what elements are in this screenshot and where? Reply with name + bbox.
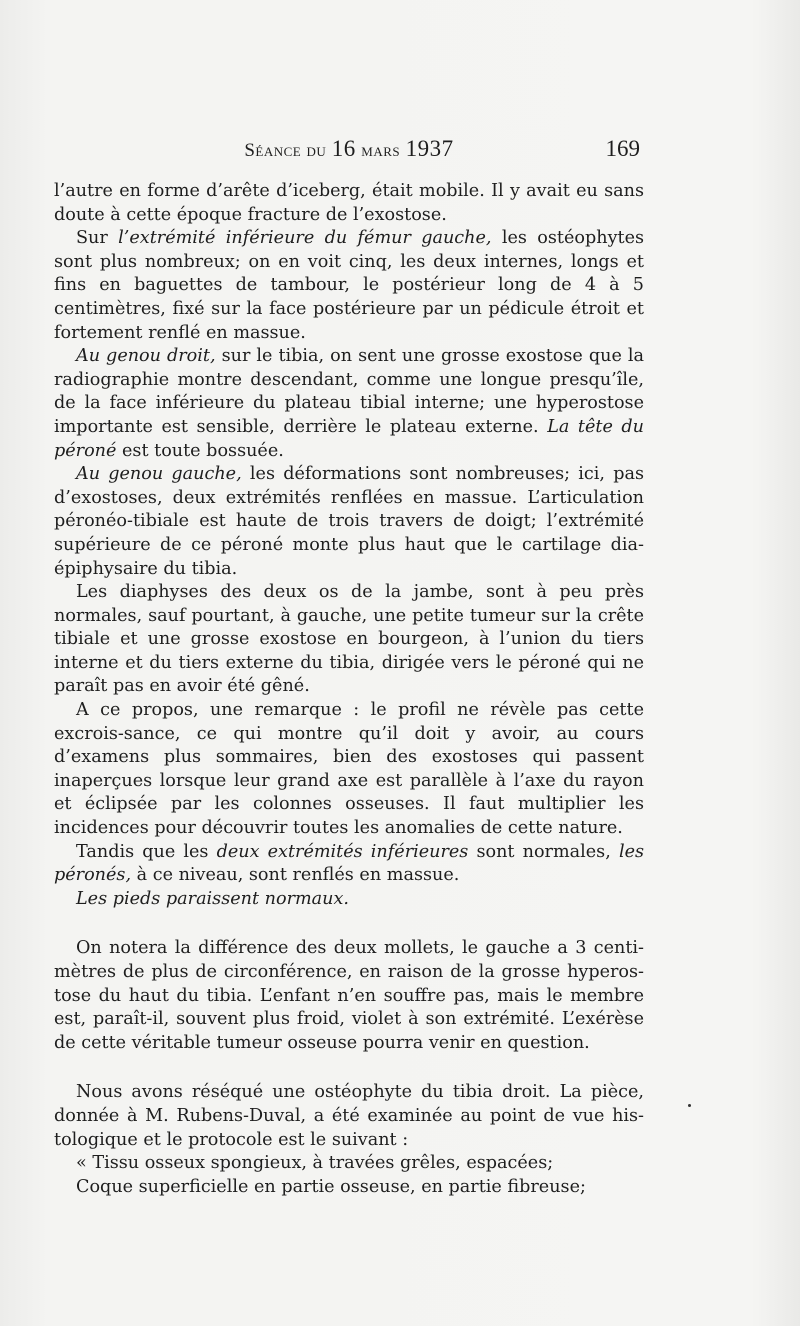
paragraph-6: A ce propos, une remarque : le profil ne révèle pas cette excrois-sance, ce qui montre qu’il doit y avoir, au cours d’examens plus sommaires, bien des exostoses qui passent inaperçues lorsque leur grand axe est parallèle à l’axe du rayon et éclipsée par les colonnes osseuses. Il faut multiplier les incidences pour découvrir toutes les anomalies de cette nature. — [54, 700, 644, 839]
paragraph-3: Au genou droit, sur le tibia, on sent une grosse exostose que la radiographie montre descendant, comme une longue presqu’île, de la face inférieure du plateau tibial interne; une hyperostose importante est sensible, derrière le plateau externe. La tête du péroné est toute bossuée. — [54, 346, 644, 461]
paragraph-4: Au genou gauche, les déformations sont nombreuses; ici, pas d’exostoses, deux extrémités renflées en massue. L’articulation péronéo-tibiale est haute de trois travers de doigt; l’extrémité supérieure de ce péroné monte plus haut que le cartilage dia-épiphysaire du tibia. — [54, 464, 644, 579]
paragraph-5: Les diaphyses des deux os de la jambe, sont à peu près normales, sauf pourtant, à gauche, une petite tumeur sur la crête tibiale et une grosse exostose en bourgeon, à l’union du tiers interne et du tiers externe du tibia, dirigée vers le péroné qui ne paraît pas en avoir été gêné. — [54, 582, 644, 697]
body-text — [54, 180, 644, 1199]
paragraph-2: Sur l’extrémité inférieure du fémur gauche, les ostéophytes sont plus nombreux; on en voit cinq, les deux internes, longs et fins en baguettes de tambour, le postérieur long de 4 à 5 centimètres, fixé sur la face postérieure par un pédicule étroit et fortement renflé en massue. — [54, 228, 645, 343]
paragraph-9: On notera la différence des deux mollets, le gauche a 3 centi-mètres de plus de circonférence, en raison de la grosse hyperos-tose du haut du tibia. L’enfant n’en souffre pas, mais le membre est, paraît-il, souvent plus froid, violet à son extrémité. L’exérèse de cette véritable tumeur osseuse pourra venir en question. — [54, 938, 644, 1053]
scan-speck — [688, 1104, 691, 1107]
paragraph-gap — [54, 1055, 644, 1081]
header-month: mars — [361, 140, 401, 161]
paragraph-12: Coque superficielle en partie osseuse, en partie fibreuse; — [76, 1176, 586, 1197]
header-seance: Séance du — [244, 140, 327, 161]
header-title — [54, 136, 644, 162]
running-header — [54, 136, 644, 168]
header-year: 1937 — [405, 136, 454, 161]
header-day: 16 — [331, 136, 356, 161]
paragraph-gap — [54, 911, 644, 937]
paragraph-7: Tandis que les deux extrémités inférieures sont normales, les péronés, à ce niveau, sont renflés en massue. — [54, 841, 645, 886]
paragraph-1: l’autre en forme d’arête d’iceberg, était mobile. Il y avait eu sans doute à cette époque fracture de l’exostose. — [54, 181, 644, 225]
paragraph-10: Nous avons réséqué une ostéophyte du tibia droit. La pièce, donnée à M. Rubens-Duval, a été examinée au point de vue his-tologique et le protocole est le suivant : — [54, 1082, 644, 1150]
page-number: 169 — [605, 136, 640, 161]
paragraph-8: Les pieds paraissent normaux. — [76, 888, 349, 909]
paragraph-11: « Tissu osseux spongieux, à travées grêles, espacées; — [76, 1153, 554, 1174]
